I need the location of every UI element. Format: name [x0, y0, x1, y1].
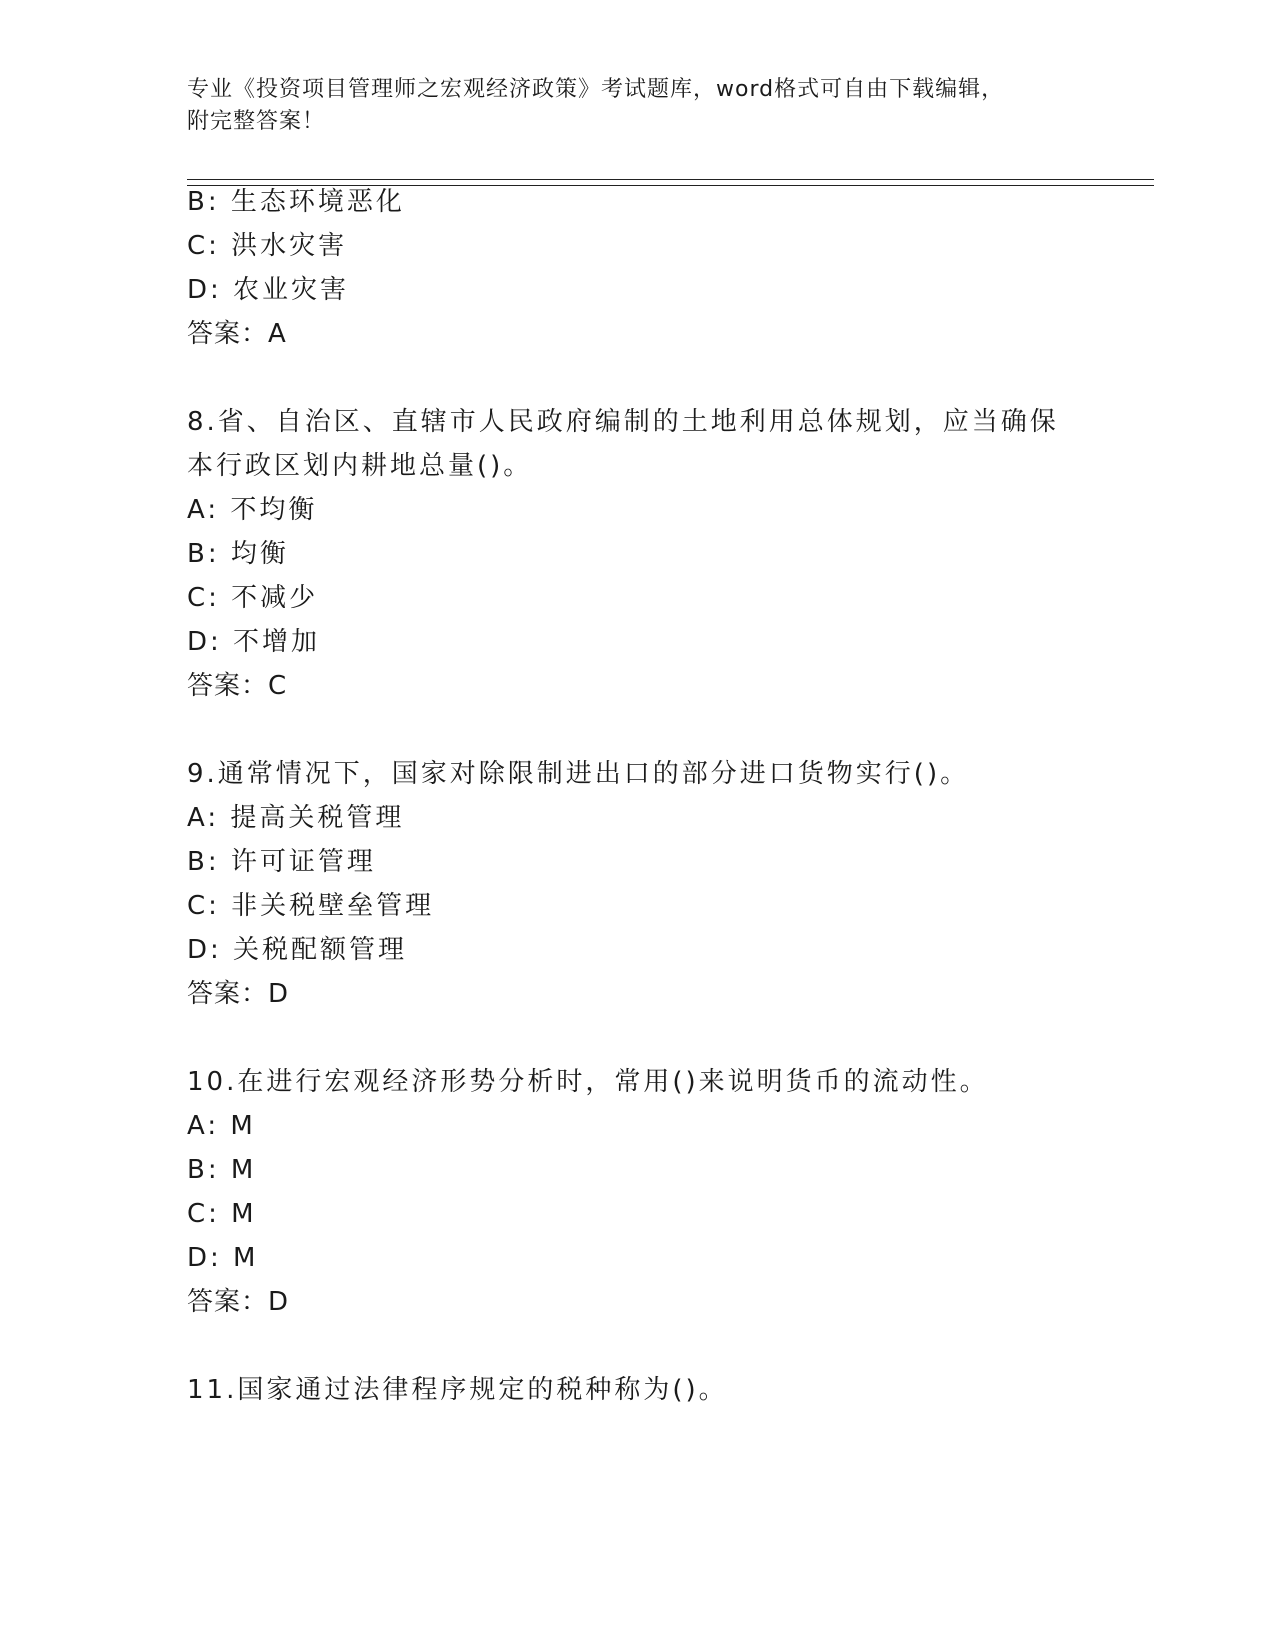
q7-answer: 答案：A	[187, 319, 287, 349]
q8-option-a: A: 不均衡	[187, 495, 318, 525]
q10-option-c: C: M	[187, 1199, 257, 1229]
q9-option-b: B: 许可证管理	[187, 847, 376, 877]
q8-question-line-1: 8.省、自治区、直辖市人民政府编制的土地利用总体规划，应当确保	[187, 407, 1059, 437]
q9-option-c: C: 非关税壁垒管理	[187, 891, 435, 921]
header-line-1: 专业《投资项目管理师之宏观经济政策》考试题库，word格式可自由下载编辑，	[187, 77, 1005, 102]
q9-answer: 答案：D	[187, 979, 290, 1009]
q7-option-b: B: 生态环境恶化	[187, 187, 405, 217]
q10-question: 10.在进行宏观经济形势分析时，常用()来说明货币的流动性。	[187, 1067, 989, 1097]
q8-option-c: C: 不减少	[187, 583, 319, 613]
q10-option-b: B: M	[187, 1155, 257, 1185]
q10-option-a: A: M	[187, 1111, 256, 1141]
q9-option-a: A: 提高关税管理	[187, 803, 405, 833]
header-line-2: 附完整答案！	[187, 109, 326, 134]
q8-option-b: B: 均衡	[187, 539, 289, 569]
q7-option-c: C: 洪水灾害	[187, 231, 348, 261]
q8-option-d: D: 不增加	[187, 627, 321, 657]
q8-question-line-2: 本行政区划内耕地总量()。	[187, 451, 533, 481]
q8-answer: 答案：C	[187, 671, 288, 701]
q7-option-d: D: 农业灾害	[187, 275, 350, 305]
q11-question: 11.国家通过法律程序规定的税种称为()。	[187, 1375, 728, 1405]
q10-answer: 答案：D	[187, 1287, 290, 1317]
q9-question: 9.通常情况下，国家对除限制进出口的部分进口货物实行()。	[187, 759, 970, 789]
document-header	[187, 74, 1087, 138]
q9-option-d: D: 关税配额管理	[187, 935, 408, 965]
q10-option-d: D: M	[187, 1243, 259, 1273]
